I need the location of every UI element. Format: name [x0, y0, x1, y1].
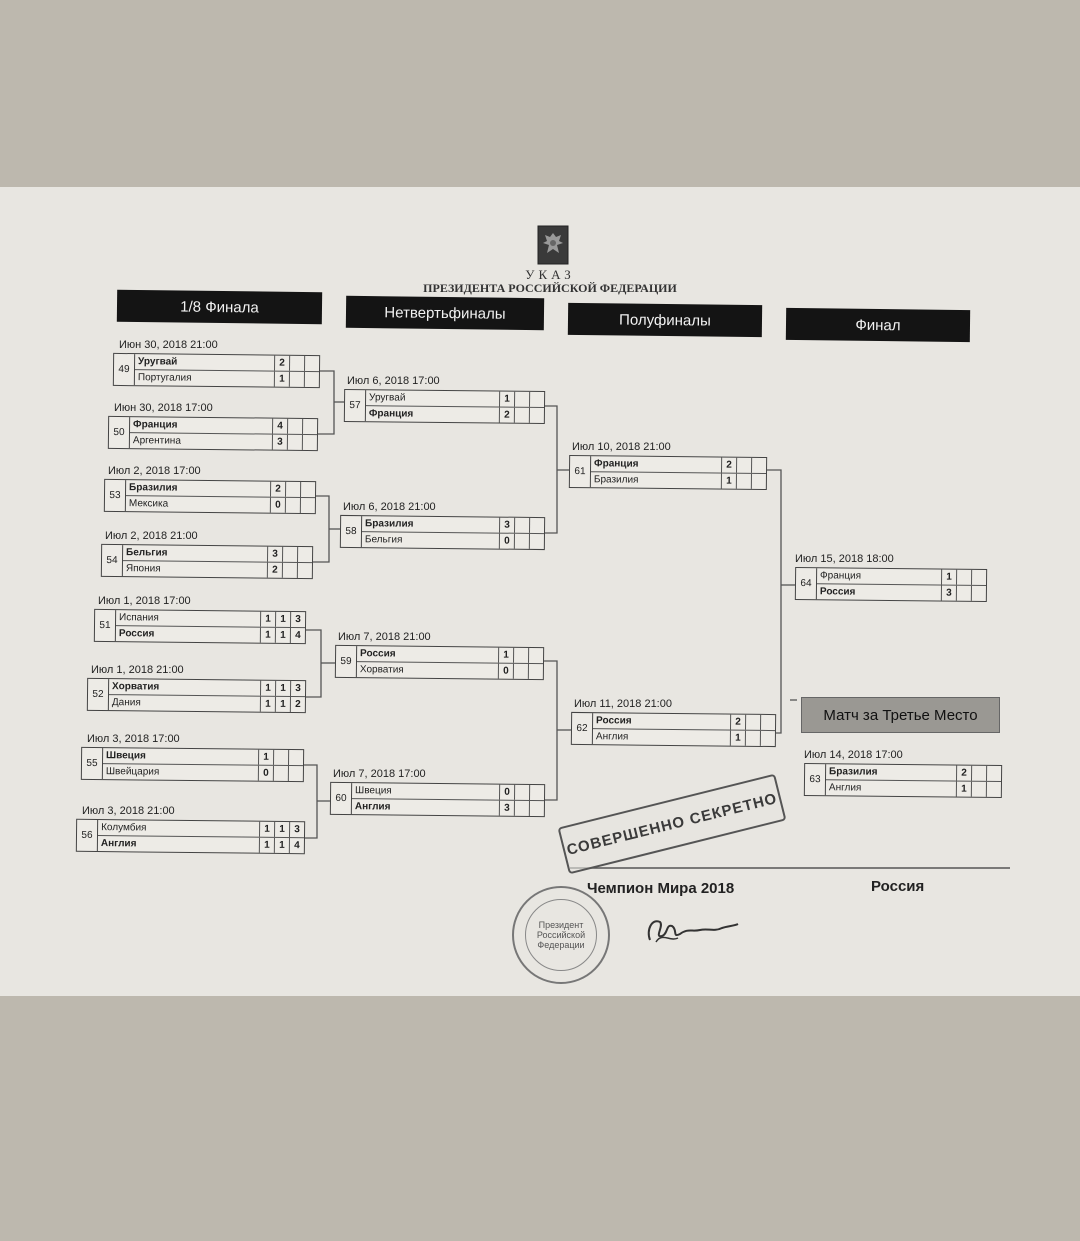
team-name: Англия [354, 801, 391, 813]
team-row [362, 532, 544, 549]
team-name: Россия [596, 715, 632, 727]
team-score: 1 [956, 782, 971, 797]
match-number: 49 [114, 354, 135, 385]
empty-score-cell [289, 356, 304, 371]
match-date: Июл 6, 2018 17:00 [347, 375, 440, 387]
match-box [335, 645, 544, 680]
champion-value: Россия [871, 878, 925, 895]
match-box [571, 712, 776, 747]
empty-score-cell [986, 766, 1001, 781]
empty-score-cell [971, 766, 986, 781]
empty-score-cell [736, 474, 751, 489]
empty-score-cell [529, 534, 544, 549]
match-number: 55 [82, 748, 103, 779]
team-name: Бразилия [129, 482, 178, 494]
team-score: 1 [498, 648, 513, 663]
team-name: Англия [828, 782, 862, 794]
signature-icon [642, 912, 742, 948]
empty-score-cell [302, 435, 317, 450]
team-name: Бельгия [126, 547, 168, 559]
team-row [362, 516, 544, 534]
empty-score-cell [514, 518, 529, 533]
team-row [357, 662, 543, 679]
empty-score-cell [745, 731, 760, 746]
team-name: Бразилия [829, 766, 878, 778]
match-number: 57 [345, 390, 366, 421]
team-score: 2 [956, 766, 971, 781]
empty-score-cell [971, 586, 986, 601]
empty-score-cell [300, 482, 315, 497]
team-score: 1 [260, 697, 275, 712]
team-score: 1 [274, 372, 289, 387]
match-number: 59 [336, 646, 357, 677]
match-box [108, 416, 318, 451]
team-score: 1 [730, 731, 745, 746]
team-score: 0 [498, 664, 513, 679]
match-date: Июн 30, 2018 17:00 [114, 402, 213, 414]
team-name: Хорватия [112, 681, 160, 693]
empty-score-cell [273, 766, 288, 781]
match-date: Июл 10, 2018 21:00 [572, 441, 671, 453]
empty-score-cell [304, 372, 319, 387]
empty-score-cell [529, 785, 544, 800]
team-name: Дания [111, 697, 141, 709]
team-row [116, 610, 305, 628]
team-name: Франция [368, 408, 414, 420]
empty-score-cell [971, 570, 986, 585]
team-name: Франция [820, 570, 862, 582]
match-date: Июл 6, 2018 21:00 [343, 501, 436, 513]
match-number: 61 [570, 456, 591, 487]
match-number: 63 [805, 764, 826, 795]
team-row [130, 417, 317, 435]
team-score: 1 [258, 750, 273, 765]
team-score: 1 [274, 822, 289, 837]
team-score: 1 [275, 628, 290, 643]
team-row [103, 764, 303, 781]
team-score: 0 [499, 534, 514, 549]
match-number: 50 [109, 417, 130, 448]
empty-score-cell [986, 782, 1001, 797]
match-date: Июл 15, 2018 18:00 [795, 553, 894, 565]
team-row [591, 456, 766, 474]
team-score: 1 [260, 681, 275, 696]
team-row [357, 646, 543, 664]
round-header-final: Финал [786, 308, 970, 342]
team-name: Испания [119, 612, 159, 624]
match-box [87, 678, 306, 713]
team-row [826, 780, 1001, 797]
round-header-semifinals: Полуфиналы [568, 303, 762, 337]
team-row [352, 799, 544, 816]
team-name: Швейцария [105, 766, 160, 778]
team-score: 3 [499, 801, 514, 816]
team-name: Мексика [128, 498, 169, 510]
team-name: Франция [133, 419, 178, 431]
match-date: Июл 2, 2018 17:00 [108, 465, 201, 477]
team-score: 2 [721, 458, 736, 473]
match-number: 52 [88, 679, 109, 710]
team-name: Россия [118, 628, 155, 640]
match-box [804, 763, 1002, 798]
team-score: 3 [290, 681, 305, 696]
match-number: 54 [102, 545, 123, 576]
empty-score-cell [289, 372, 304, 387]
match-box [344, 389, 545, 424]
empty-score-cell [956, 570, 971, 585]
empty-score-cell [529, 392, 544, 407]
team-row [126, 496, 315, 513]
empty-score-cell [297, 563, 312, 578]
team-row [123, 545, 312, 563]
match-box [330, 782, 545, 817]
team-row [366, 406, 544, 423]
empty-score-cell [282, 547, 297, 562]
team-score: 1 [499, 392, 514, 407]
team-row [817, 584, 986, 601]
match-box [104, 479, 316, 514]
empty-score-cell [751, 458, 766, 473]
empty-score-cell [285, 498, 300, 513]
team-score: 1 [721, 474, 736, 489]
team-row [135, 370, 319, 387]
round-header-quarterfinals: Нетвертьфиналы [346, 296, 544, 330]
team-score: 2 [499, 408, 514, 423]
match-box [76, 819, 305, 854]
team-name: Португалия [137, 372, 192, 384]
match-date: Июн 30, 2018 21:00 [119, 339, 218, 351]
team-score: 1 [260, 612, 275, 627]
empty-score-cell [745, 715, 760, 730]
presidential-seal [512, 886, 610, 984]
empty-score-cell [273, 750, 288, 765]
team-score: 2 [274, 356, 289, 371]
team-score: 3 [290, 612, 305, 627]
team-name: Уругвай [138, 356, 178, 368]
team-score: 3 [272, 435, 287, 450]
match-box [101, 544, 313, 579]
round-header-1-8: 1/8 Финала [117, 290, 322, 325]
empty-score-cell [297, 547, 312, 562]
match-date: Июл 11, 2018 21:00 [574, 698, 672, 710]
empty-score-cell [513, 648, 528, 663]
team-row [366, 390, 544, 408]
team-name: Россия [819, 586, 856, 598]
match-number: 60 [331, 783, 352, 814]
empty-score-cell [760, 731, 775, 746]
team-name: Колумбия [101, 822, 147, 834]
team-score: 2 [290, 697, 305, 712]
team-score: 3 [941, 586, 956, 601]
match-number: 58 [341, 516, 362, 547]
match-date: Июл 3, 2018 17:00 [87, 733, 180, 745]
match-number: 64 [796, 568, 817, 599]
match-date: Июл 3, 2018 21:00 [82, 805, 175, 817]
empty-score-cell [528, 664, 543, 679]
team-row [817, 568, 986, 586]
empty-score-cell [513, 664, 528, 679]
team-row [126, 480, 315, 498]
team-score: 2 [730, 715, 745, 730]
team-row [826, 764, 1001, 782]
empty-score-cell [528, 648, 543, 663]
empty-score-cell [302, 419, 317, 434]
team-score: 1 [275, 681, 290, 696]
team-score: 1 [260, 628, 275, 643]
team-score: 4 [289, 838, 304, 853]
team-row [109, 695, 305, 712]
match-date: Июл 7, 2018 17:00 [333, 768, 426, 780]
empty-score-cell [956, 586, 971, 601]
team-name: Уругвай [369, 392, 406, 404]
team-score: 1 [259, 822, 274, 837]
decree-subtitle: ПРЕЗИДЕНТА РОССИЙСКОЙ ФЕДЕРАЦИИ [423, 281, 677, 295]
team-row [352, 783, 544, 801]
team-score: 0 [499, 785, 514, 800]
team-row [123, 561, 312, 578]
match-box [795, 567, 987, 602]
empty-score-cell [736, 458, 751, 473]
empty-score-cell [287, 435, 302, 450]
empty-score-cell [760, 715, 775, 730]
match-number: 53 [105, 480, 126, 511]
match-box [94, 609, 306, 644]
team-row [591, 472, 766, 489]
champion-label: Чемпион Мира 2018 [587, 880, 735, 897]
team-score: 4 [290, 628, 305, 643]
empty-score-cell [514, 392, 529, 407]
empty-score-cell [287, 419, 302, 434]
match-box [569, 455, 767, 490]
empty-score-cell [300, 498, 315, 513]
empty-score-cell [529, 518, 544, 533]
team-name: Япония [125, 563, 161, 575]
team-score: 1 [275, 697, 290, 712]
team-score: 4 [272, 419, 287, 434]
match-date: Июл 7, 2018 21:00 [338, 631, 431, 643]
team-name: Англия [595, 731, 629, 743]
team-score: 0 [258, 766, 273, 781]
empty-score-cell [285, 482, 300, 497]
team-name: Россия [360, 648, 396, 660]
team-name: Аргентина [132, 435, 181, 447]
team-score: 3 [499, 518, 514, 533]
empty-score-cell [529, 408, 544, 423]
empty-score-cell [282, 563, 297, 578]
team-score: 3 [289, 822, 304, 837]
empty-score-cell [751, 474, 766, 489]
team-score: 2 [267, 563, 282, 578]
team-name: Англия [100, 838, 137, 850]
team-score: 1 [275, 612, 290, 627]
empty-score-cell [288, 766, 303, 781]
top-secret-stamp: СОВЕРШЕННО СЕКРЕТНО [558, 774, 787, 875]
empty-score-cell [514, 785, 529, 800]
team-name: Бельгия [364, 534, 403, 546]
team-row [593, 713, 775, 731]
empty-score-cell [514, 801, 529, 816]
match-date: Июл 1, 2018 21:00 [91, 664, 184, 676]
empty-score-cell [514, 408, 529, 423]
seal-line2: Российской Федерации [536, 930, 586, 950]
team-score: 2 [270, 482, 285, 497]
match-box [113, 353, 320, 388]
match-number: 62 [572, 713, 593, 744]
team-name: Швеция [355, 785, 392, 797]
match-box [81, 747, 304, 782]
empty-score-cell [514, 534, 529, 549]
team-name: Бразилия [593, 474, 639, 486]
seal-line1: Президент [538, 920, 584, 930]
match-date: Июл 14, 2018 17:00 [804, 749, 903, 761]
team-score: 1 [259, 838, 274, 853]
team-name: Хорватия [359, 664, 404, 676]
team-score: 3 [267, 547, 282, 562]
team-row [116, 626, 305, 643]
team-row [135, 354, 319, 372]
team-name: Швеция [106, 750, 146, 762]
team-name: Франция [594, 458, 639, 470]
team-name: Бразилия [365, 518, 414, 530]
match-box [340, 515, 545, 550]
match-date: Июл 1, 2018 17:00 [98, 595, 191, 607]
team-row [593, 729, 775, 746]
decree-title: УКАЗ [525, 267, 575, 282]
match-number: 56 [77, 820, 98, 851]
team-row [98, 836, 304, 853]
team-score: 0 [270, 498, 285, 513]
team-score: 1 [941, 570, 956, 585]
empty-score-cell [529, 801, 544, 816]
team-score: 1 [274, 838, 289, 853]
empty-score-cell [304, 356, 319, 371]
third-place-label: Матч за Третье Место [801, 697, 1000, 733]
empty-score-cell [971, 782, 986, 797]
empty-score-cell [288, 750, 303, 765]
team-row [130, 433, 317, 450]
match-date: Июл 2, 2018 21:00 [105, 530, 198, 542]
match-number: 51 [95, 610, 116, 641]
